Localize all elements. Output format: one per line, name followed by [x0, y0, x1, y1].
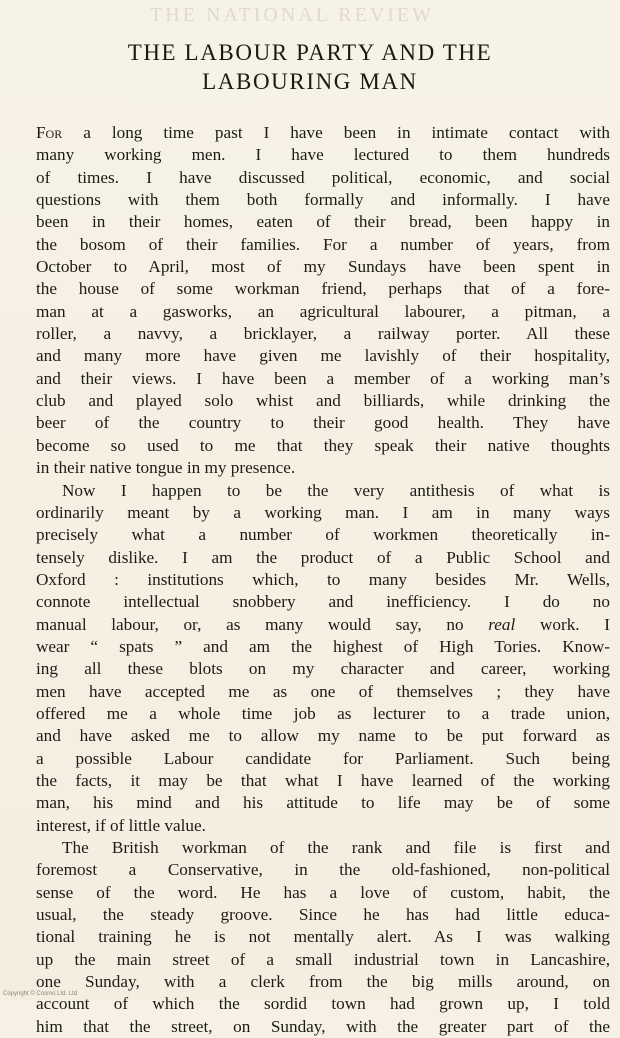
text-line: the house of some workman friend, perhaps that of a fore- — [36, 279, 610, 299]
article-body — [36, 122, 610, 1038]
text-line: October to April, most of my Sundays have been spent in — [36, 257, 610, 277]
opening-word: For — [36, 123, 63, 142]
text-line: beer of the country to their good health. They have — [36, 413, 610, 433]
text-line-rest: a long time past I have been in intimate contact with — [62, 123, 610, 142]
text-line: a possible Labour candidate for Parliament. Such being — [36, 748, 610, 768]
text-line: account of which the sordid town had grown up, I told — [36, 994, 610, 1014]
text-line: and their views. I have been a member of a working man’s — [36, 368, 610, 388]
text-segment: manual labour, or, as many would say, no — [36, 614, 489, 634]
text-line: men have accepted me as one of themselves ; they have — [36, 681, 610, 701]
article-title — [40, 38, 580, 96]
text-line: roller, a navvy, a bricklayer, a railway porter. All these — [36, 324, 610, 344]
italic-word: real — [488, 614, 516, 634]
text-line: in their native tongue in my presence. — [36, 458, 296, 478]
text-line: tensely dislike. I am the product of a Public School and — [36, 547, 610, 567]
text-line — [36, 122, 610, 144]
title-line-1: THE LABOUR PARTY AND THE — [127, 40, 493, 65]
text-line: many working men. I have lectured to them hundreds — [36, 145, 610, 165]
text-line: one Sunday, with a clerk from the big mills around, on — [36, 972, 610, 992]
text-line: ing all these blots on my character and career, working — [36, 659, 610, 679]
text-segment: work. I — [515, 614, 610, 634]
text-line: of times. I have discussed political, economic, and social — [36, 167, 610, 187]
text-line: tional training he is not mentally alert. As I was walking — [36, 927, 610, 947]
text-line: foremost a Conservative, in the old-fashioned, non-political — [36, 860, 610, 880]
text-line: usual, the steady groove. Since he has had little educa- — [36, 905, 610, 925]
text-line: offered me a whole time job as lecturer to a trade union, — [36, 703, 610, 723]
text-line: and many more have given me lavishly of their hospitality, — [36, 346, 610, 366]
text-line: the facts, it may be that what I have learned of the working — [36, 770, 610, 790]
text-line: Oxford : institutions which, to many besides Mr. Wells, — [36, 569, 610, 589]
text-line: connote intellectual snobbery and inefficiency. I do no — [36, 592, 610, 612]
text-line: and have asked me to allow my name to be put forward as — [36, 726, 610, 746]
text-line: man at a gasworks, an agricultural labourer, a pitman, a — [36, 301, 610, 321]
copyright-notice: Copyright © Cosmo Ltd. Ltd — [3, 991, 78, 997]
text-line: wear “ spats ” and am the highest of High Tories. Know- — [36, 636, 610, 656]
text-line: interest, if of little value. — [36, 815, 206, 835]
text-line: questions with them both formally and informally. I have — [36, 190, 610, 210]
title-line-2: LABOURING MAN — [202, 69, 418, 94]
text-line-with-italic — [36, 614, 610, 636]
show-through-running-header: THE NATIONAL REVIEW — [150, 4, 434, 26]
text-line: him that the street, on Sunday, with the greater part of the — [36, 1016, 610, 1036]
text-line: been in their homes, eaten of their bread, been happy in — [36, 212, 610, 232]
text-line: The British workman of the rank and file is first and — [62, 838, 610, 857]
text-line: ordinarily meant by a working man. I am in many ways — [36, 502, 610, 522]
text-line: precisely what a number of workmen theoretically in- — [36, 525, 610, 545]
text-line: become so used to me that they speak their native thoughts — [36, 435, 610, 455]
text-line: club and played solo whist and billiards, while drinking the — [36, 391, 610, 411]
text-line: up the main street of a small industrial town in Lancashire, — [36, 949, 610, 969]
text-line: the bosom of their families. For a number of years, from — [36, 234, 610, 254]
text-line: man, his mind and his attitude to life may be of some — [36, 793, 610, 813]
text-line: sense of the word. He has a love of custom, habit, the — [36, 882, 610, 902]
text-line: Now I happen to be the very antithesis of what is — [62, 480, 610, 500]
